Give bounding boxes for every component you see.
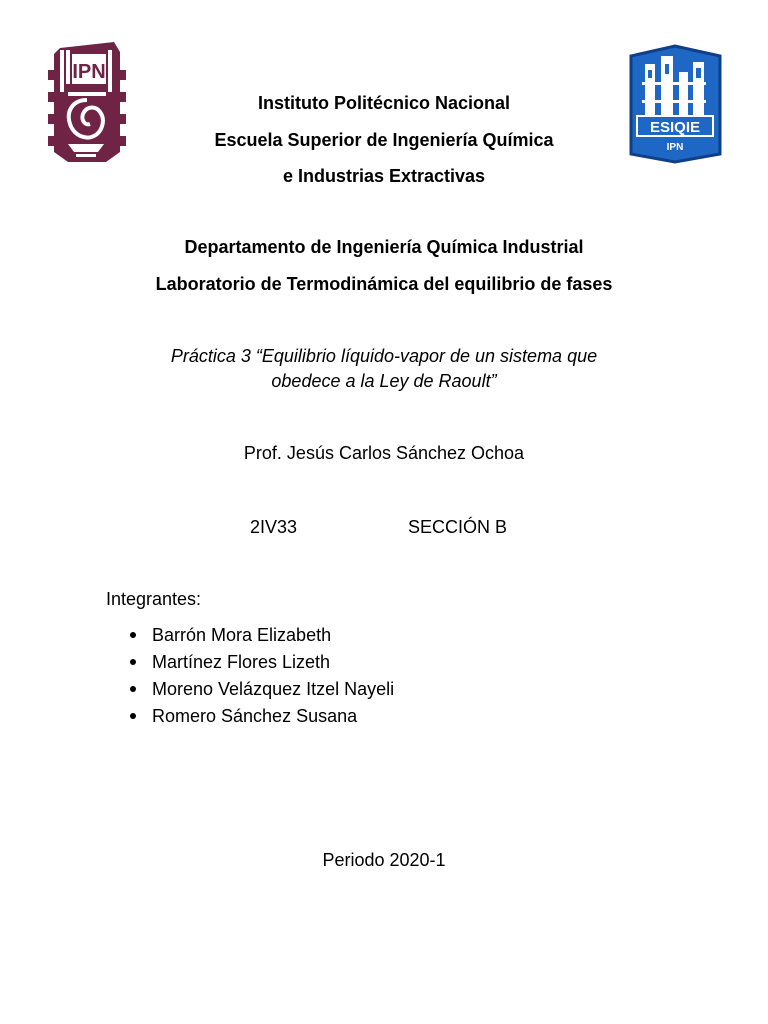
department-name: Departamento de Ingeniería Química Industrial	[184, 237, 584, 257]
practice-title-line2: obedece a la Ley de Raoult”	[271, 371, 497, 391]
practice-title-line1: Práctica 3 “Equilibrio líquido-vapor de un sistema que	[170, 346, 598, 366]
group-code: 2IV33	[250, 517, 298, 537]
list-item: Martínez Flores Lizeth	[106, 651, 394, 678]
esiqie-logo-text: ESIQIE	[649, 119, 701, 136]
school-name-line2: e Industrias Extractivas	[282, 166, 486, 186]
members-list	[106, 624, 394, 732]
period: Periodo 2020-1	[322, 850, 446, 870]
school-name-line1: Escuela Superior de Ingeniería Química	[214, 130, 554, 150]
esiqie-logo-subtext: IPN	[666, 142, 684, 153]
list-item: Barrón Mora Elizabeth	[106, 624, 394, 651]
institution-name: Instituto Politécnico Nacional	[257, 93, 511, 113]
section-label: SECCIÓN B	[408, 517, 508, 537]
ipn-logo-text: IPN	[72, 61, 106, 83]
list-item: Moreno Velázquez Itzel Nayeli	[106, 678, 394, 705]
professor-name: Prof. Jesús Carlos Sánchez Ochoa	[243, 443, 525, 463]
members-label: Integrantes:	[106, 589, 202, 609]
laboratory-name: Laboratorio de Termodinámica del equilibrio de fases	[155, 274, 613, 294]
list-item: Romero Sánchez Susana	[106, 705, 394, 732]
